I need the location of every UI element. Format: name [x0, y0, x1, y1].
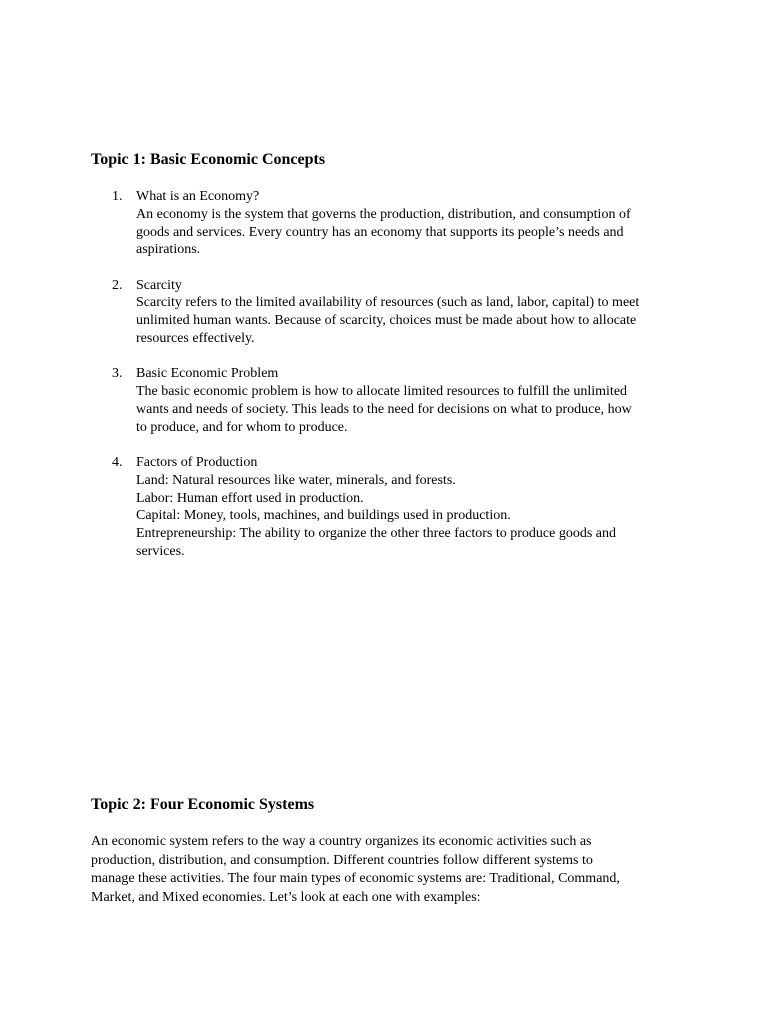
- item-text-line: Entrepreneurship: The ability to organize the other three factors to produce goods and: [136, 526, 616, 542]
- item-title: Scarcity: [136, 277, 182, 293]
- item-text-line: Capital: Money, tools, machines, and buildings used in production.: [136, 508, 511, 524]
- item-text-line: services.: [136, 544, 185, 560]
- topic1-heading: Topic 1: Basic Economic Concepts: [91, 151, 326, 168]
- item-number: 2.: [112, 277, 123, 293]
- item-text-line: resources effectively.: [136, 331, 255, 347]
- list-item: [91, 454, 691, 561]
- list-item: [91, 277, 691, 348]
- item-title: What is an Economy?: [136, 189, 260, 204]
- intro-line: manage these activities. The four main types of economic systems are: Traditional, Command,: [91, 871, 620, 886]
- topic2-intro: [91, 833, 681, 907]
- item-text-line: aspirations.: [136, 242, 201, 258]
- item-text-line: The basic economic problem is how to allocate limited resources to fulfill the unlimited: [136, 384, 628, 400]
- intro-line: An economic system refers to the way a country organizes its economic activities such as: [91, 834, 592, 849]
- item-text-line: Scarcity refers to the limited availability of resources (such as land, labor, capital) to meet: [136, 295, 640, 311]
- item-number: 1.: [112, 189, 123, 204]
- item-title: Factors of Production: [136, 455, 258, 471]
- intro-line: production, distribution, and consumption. Different countries follow different systems to: [91, 852, 593, 868]
- list-item: [91, 365, 691, 436]
- intro-line: Market, and Mixed economies. Let’s look at each one with examples:: [91, 889, 481, 905]
- topic1-list: [91, 188, 691, 578]
- item-text-line: Land: Natural resources like water, minerals, and forests.: [136, 472, 456, 488]
- item-text-line: goods and services. Every country has an economy that supports its people’s needs and: [136, 224, 624, 240]
- item-number: 4.: [112, 455, 123, 471]
- item-text-line: unlimited human wants. Because of scarcity, choices must be made about how to allocate: [136, 313, 637, 329]
- item-text-line: An economy is the system that governs the production, distribution, and consumption of: [136, 206, 631, 222]
- item-title: Basic Economic Problem: [136, 366, 279, 382]
- item-text-line: wants and needs of society. This leads to the need for decisions on what to produce, how: [136, 401, 632, 417]
- item-number: 3.: [112, 366, 123, 382]
- item-text-line: Labor: Human effort used in production.: [136, 490, 364, 506]
- list-item: [91, 188, 691, 259]
- item-text-line: to produce, and for whom to produce.: [136, 419, 348, 435]
- topic2-heading: Topic 2: Four Economic Systems: [91, 796, 315, 813]
